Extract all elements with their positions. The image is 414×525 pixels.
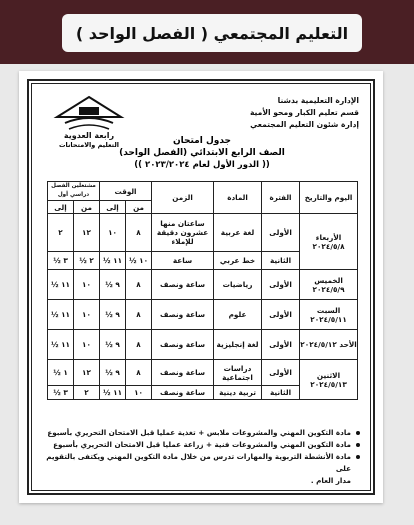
exam-schedule-table	[47, 181, 358, 400]
row-exempt-to: ١١ ½	[48, 300, 74, 330]
row-to: ٩ ½	[100, 300, 126, 330]
row-period: الأولى	[262, 330, 300, 360]
row-to: ٩ ½	[100, 360, 126, 386]
row-to: ١٠	[100, 214, 126, 252]
table-row	[48, 360, 358, 386]
header-time: الوقت	[100, 182, 152, 201]
row-day: الخميس ٢٠٢٤/٥/٩	[300, 270, 358, 300]
header-line-2: قسم تعليم الكبار ومحو الأمية	[249, 108, 359, 117]
header-day: اليوم والتاريخ	[300, 182, 358, 214]
administration-header	[231, 95, 359, 131]
row-subject: علوم	[214, 300, 262, 330]
header-exempt: مشتغلين الفصل دراسي أول	[48, 182, 100, 201]
row-subject: رياضيات	[214, 270, 262, 300]
row-day: السبت ٢٠٢٤/٥/١١	[300, 300, 358, 330]
row-duration: ساعة ونصف	[152, 330, 214, 360]
row-subject: خط عربي	[214, 252, 262, 270]
header-line-3: إدارة شئون التعليم المجتمعي	[250, 120, 359, 129]
header-line-1: الإدارة التعليمية بدشنا	[277, 96, 359, 105]
row-from: ٨	[126, 300, 152, 330]
header-exempt-from: من	[74, 201, 100, 214]
row-to: ٩ ½	[100, 330, 126, 360]
logo-lettering: رابعة العدوية	[63, 131, 115, 140]
row-exempt-to: ١ ½	[48, 360, 74, 386]
row-exempt-from: ١٠	[74, 330, 100, 360]
row-from: ٨	[126, 214, 152, 252]
row-subject: لغة عربية	[214, 214, 262, 252]
row-exempt-from: ١٢	[74, 214, 100, 252]
exam-titles	[49, 135, 355, 171]
header-time-from: من	[126, 201, 152, 214]
row-exempt-from: ١٢	[74, 360, 100, 386]
row-exempt-to: ٢	[48, 214, 74, 252]
header-exempt-to: إلى	[48, 201, 74, 214]
row-duration: ساعة ونصف	[152, 270, 214, 300]
note-item: مادة التكوين المهني والمشروعات ملابس + تغذية عمليا قبل الامتحان التحريري بأسبوع	[43, 427, 361, 439]
row-exempt-to: ٣ ½	[48, 386, 74, 400]
row-period: الأولى	[262, 360, 300, 386]
row-subject: تربية دينية	[214, 386, 262, 400]
row-exempt-from: ٢	[74, 386, 100, 400]
table-row	[48, 300, 358, 330]
header-time-to: إلى	[100, 201, 126, 214]
row-from: ٨	[126, 330, 152, 360]
banner-title-box	[62, 14, 362, 52]
header-duration: الزمن	[152, 182, 214, 214]
title-line-3: (( الدور الأول لعام ٢٠٢٣/٢٠٢٤ ))	[134, 160, 270, 170]
note-item: مادة التكوين المهني والمشروعات فنية + زراعة عمليا قبل الامتحان التحريري بأسبوع	[43, 439, 361, 451]
row-exempt-from: ١٠	[74, 300, 100, 330]
table-row	[48, 330, 358, 360]
row-exempt-to: ١١ ½	[48, 270, 74, 300]
row-exempt-to: ٣ ½	[48, 252, 74, 270]
row-to: ١١ ½	[100, 252, 126, 270]
logo-emblem-icon	[49, 93, 129, 141]
header-subject: المادة	[214, 182, 262, 214]
row-duration: ساعتان منها عشرون دقيقة للإملاء	[152, 214, 214, 252]
row-to: ٩ ½	[100, 270, 126, 300]
logo-subtext: التعليم والامتحانات	[59, 141, 119, 149]
header-period: الفترة	[262, 182, 300, 214]
banner-title: التعليم المجتمعي ( الفصل الواحد )	[75, 23, 349, 43]
title-line-1: جدول امتحان	[172, 136, 232, 146]
row-subject: لغة إنجليزية	[214, 330, 262, 360]
row-subject: دراسات اجتماعية	[214, 360, 262, 386]
row-period: الثانية	[262, 386, 300, 400]
row-duration: ساعة ونصف	[152, 360, 214, 386]
row-exempt-from: ١٠	[74, 270, 100, 300]
document-paper	[19, 71, 383, 503]
row-from: ١٠	[126, 386, 152, 400]
row-duration: ساعة	[152, 252, 214, 270]
row-from: ١٠ ½	[126, 252, 152, 270]
row-duration: ساعة ونصف	[152, 300, 214, 330]
table-row	[48, 214, 358, 252]
title-line-2: الصف الرابع الابتدائي (الفصل الواحد)	[119, 148, 285, 158]
row-to: ١١ ½	[100, 386, 126, 400]
row-day: الاثنين ٢٠٢٤/٥/١٣	[300, 360, 358, 400]
row-period: الثانية	[262, 252, 300, 270]
row-period: الأولى	[262, 214, 300, 252]
note-continuation: مدار العام .	[310, 476, 351, 485]
row-exempt-from: ٢ ½	[74, 252, 100, 270]
row-day: الأحد ٢٠٢٤/٥/١٢	[300, 330, 358, 360]
row-from: ٨	[126, 360, 152, 386]
row-exempt-to: ١١ ½	[48, 330, 74, 360]
row-period: الأولى	[262, 270, 300, 300]
row-duration: ساعة ونصف	[152, 386, 214, 400]
row-period: الأولى	[262, 300, 300, 330]
notes-list	[43, 427, 361, 487]
row-from: ٨	[126, 270, 152, 300]
note-item: مادة الأنشطة التربوية والمهارات تدرس من خلال مادة التكوين المهني ويكتفى بالتقويم على	[43, 451, 361, 475]
row-day: الأربعاء ٢٠٢٤/٥/٨	[300, 214, 358, 270]
top-banner	[0, 0, 414, 64]
table-row	[48, 270, 358, 300]
